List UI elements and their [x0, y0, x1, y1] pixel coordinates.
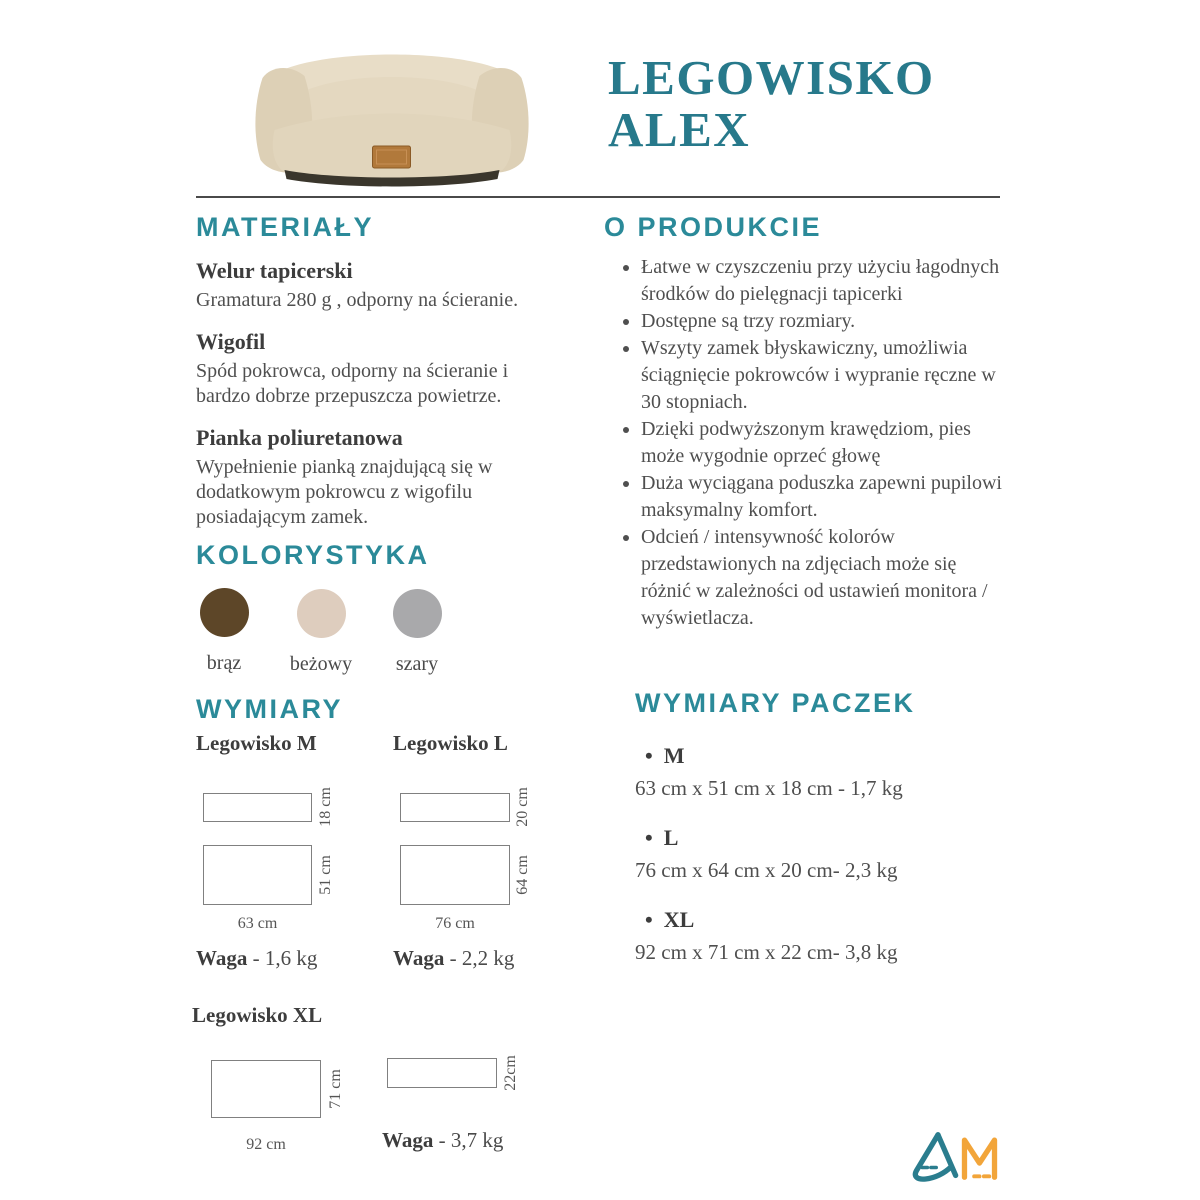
brand-logo-am-icon	[900, 1128, 1006, 1184]
variant-title-m: Legowisko M	[196, 731, 317, 755]
dimension-label-m-height: 18 cm	[317, 787, 334, 827]
section-wymiary-paczek	[635, 688, 1015, 964]
o-produkcie-bullet: • Dzięki podwyższonym krawędziom, pies może wygodnie oprzeć głowę	[641, 416, 1010, 470]
color-swatch	[289, 589, 353, 675]
o-produkcie-bullet: • Łatwe w czyszczeniu przy użyciu łagodnych środków do pielęgnacji tapicerki	[641, 254, 1010, 308]
dimension-label-xl-height: 22cm	[502, 1055, 519, 1091]
dimension-rect-xl-base	[211, 1060, 321, 1118]
color-swatch	[192, 588, 256, 674]
o-produkcie-bullet: • Dostępne są trzy rozmiary.	[641, 308, 1010, 335]
package-dims: 92 cm x 71 cm x 22 cm- 3,8 kg	[635, 940, 898, 964]
package-item	[635, 744, 1015, 800]
material-desc: Spód pokrowca, odporny na ścieranie i bardzo dobrze przepuszcza powietrze.	[196, 360, 509, 407]
section-materialy	[196, 212, 546, 530]
weight-label: Waga	[393, 946, 445, 970]
material-name: Wigofil	[196, 329, 266, 354]
package-dims: 76 cm x 64 cm x 20 cm- 2,3 kg	[635, 858, 898, 882]
dimension-rect-m-base	[203, 845, 312, 905]
package-size: • M	[635, 744, 1015, 768]
page-title	[608, 52, 935, 156]
package-size: • XL	[635, 908, 1015, 932]
wymiary-heading: WYMIARY	[196, 694, 343, 724]
bed-label-tag	[373, 146, 411, 168]
material-item	[196, 424, 546, 530]
wymiary-paczek-heading: WYMIARY PACZEK	[635, 688, 916, 718]
material-item	[196, 257, 546, 313]
color-swatch-circle	[200, 588, 249, 637]
variant-title-xl: Legowisko XL	[192, 1003, 323, 1027]
dimension-label-l-height: 20 cm	[514, 787, 531, 827]
product-photo	[214, 22, 570, 190]
o-produkcie-bullet: • Odcień / intensywność kolorów przedstawionych na zdjęciach może się różnić w zależności od ustawień monitora / wyświetlacza.	[641, 524, 1010, 632]
weight-label: Waga	[196, 946, 248, 970]
color-swatch	[385, 589, 449, 675]
material-item	[196, 328, 546, 409]
dimension-label-l-width: 76 cm	[435, 915, 475, 932]
color-swatch-label: brąz	[206, 652, 242, 674]
o-produkcie-bullet: • Wszyty zamek błyskawiczny, umożliwia ściągnięcie pokrowców i wypranie ręczne w 30 stopniach.	[641, 335, 1010, 416]
dimension-rect-m-side	[203, 793, 312, 822]
color-swatch-label: beżowy	[289, 653, 353, 675]
material-desc: Wypełnienie pianką znajdującą się w dodatkowym pokrowcu z wigofilu posiadającym zamek.	[196, 456, 493, 528]
section-o-produkcie	[604, 212, 1010, 632]
weight-value: - 1,6 kg	[252, 946, 318, 970]
o-produkcie-heading: O PRODUKCIE	[604, 212, 823, 242]
weight-l	[393, 946, 514, 971]
color-swatch-circle	[297, 589, 346, 638]
package-dims: 63 cm x 51 cm x 18 cm - 1,7 kg	[635, 776, 903, 800]
color-swatch-label: szary	[395, 653, 439, 675]
divider	[196, 196, 1000, 198]
package-item	[635, 908, 1015, 964]
color-swatch-circle	[393, 589, 442, 638]
page-title-line2: ALEX	[608, 102, 751, 157]
dimension-rect-xl-side	[387, 1058, 497, 1088]
dimension-label-m-depth: 51 cm	[317, 855, 334, 895]
variant-title-l: Legowisko L	[393, 731, 508, 755]
weight-m	[196, 946, 317, 971]
weight-xl	[382, 1128, 503, 1153]
dimension-rect-l-side	[400, 793, 510, 822]
package-item	[635, 826, 1015, 882]
material-name: Welur tapicerski	[196, 258, 353, 283]
o-produkcie-bullet: • Duża wyciągana poduszka zapewni pupilowi maksymalny komfort.	[641, 470, 1010, 524]
dimension-label-xl-depth: 71 cm	[327, 1069, 344, 1109]
weight-label: Waga	[382, 1128, 434, 1152]
dimension-rect-l-base	[400, 845, 510, 905]
page-title-line1: LEGOWISKO	[608, 50, 935, 105]
weight-value: - 2,2 kg	[449, 946, 515, 970]
material-name: Pianka poliuretanowa	[196, 425, 403, 450]
material-desc: Gramatura 280 g , odporny na ścieranie.	[196, 289, 519, 311]
o-produkcie-list	[604, 254, 1010, 632]
dimension-label-m-width: 63 cm	[237, 915, 278, 932]
materialy-heading: MATERIAŁY	[196, 212, 374, 242]
package-size: • L	[635, 826, 1015, 850]
dimension-label-l-depth: 64 cm	[514, 855, 531, 895]
kolorystyka-heading: KOLORYSTYKA	[196, 540, 430, 570]
dimension-label-xl-width: 92 cm	[246, 1136, 286, 1153]
weight-value: - 3,7 kg	[438, 1128, 504, 1152]
